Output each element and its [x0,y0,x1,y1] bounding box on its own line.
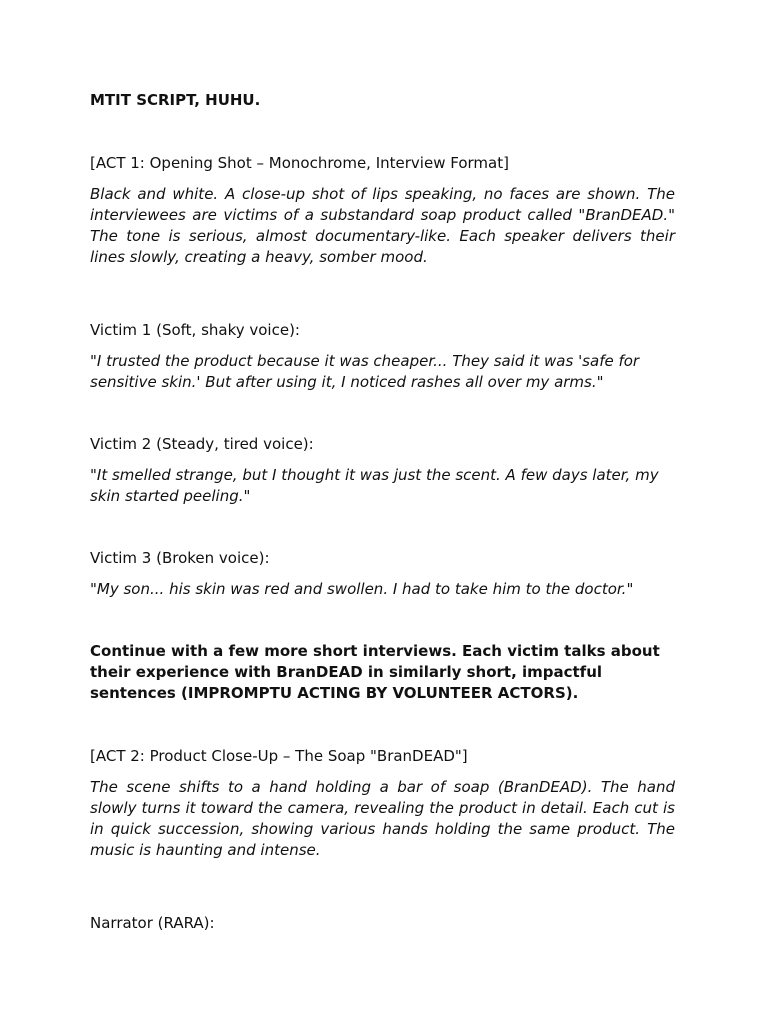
victim-1-open-quote: " [90,352,97,370]
victim-2-line [90,465,675,507]
victim-2-label: Victim 2 (Steady, tired voice): [90,435,314,453]
victim-2-close-quote: " [243,487,251,505]
victim-1-label: Victim 1 (Soft, shaky voice): [90,321,300,339]
victim-1-line-text: I trusted the product because it was cheaper... They said it was 'safe for sensitive skin.' But after using it, I noticed rashes all over my arms. [90,352,640,391]
victim-2-open-quote: " [90,466,97,484]
victim-3-line [90,579,675,600]
act1-description: Black and white. A close-up shot of lips speaking, no faces are shown. The interviewees are victims of a substandard soap product called "BranDEAD." The tone is serious, almost documentary-like. Each speaker delivers their lines slowly, creating a heavy, somber mood. [90,185,675,266]
document-body [90,90,675,934]
victim-3-label: Victim 3 (Broken voice): [90,549,270,567]
victim-1-close-quote: " [596,373,604,391]
victim-1-line [90,351,675,393]
document-title: MTIT SCRIPT, HUHU. [90,91,261,109]
victim-3-line-text: My son... his skin was red and swollen. I had to take him to the doctor. [96,580,627,598]
act2-description: The scene shifts to a hand holding a bar of soap (BranDEAD). The hand slowly turns it toward the camera, revealing the product in detail. Each cut is in quick succession, showing various hands holding the same product. The music is haunting and intense. [90,778,675,859]
victim-3-open-quote: " [90,580,97,598]
act2-heading: [ACT 2: Product Close-Up – The Soap "BranDEAD"] [90,747,468,765]
production-note: Continue with a few more short interviews. Each victim talks about their experience with BranDEAD in similarly short, impactful sentences (IMPROMPTU ACTING BY VOLUNTEER ACTORS). [90,642,660,702]
act1-heading: [ACT 1: Opening Shot – Monochrome, Interview Format] [90,154,509,172]
narrator-label: Narrator (RARA): [90,914,215,932]
victim-3-close-quote: " [626,580,634,598]
victim-2-line-text: It smelled strange, but I thought it was just the scent. A few days later, my skin started peeling. [90,466,659,505]
